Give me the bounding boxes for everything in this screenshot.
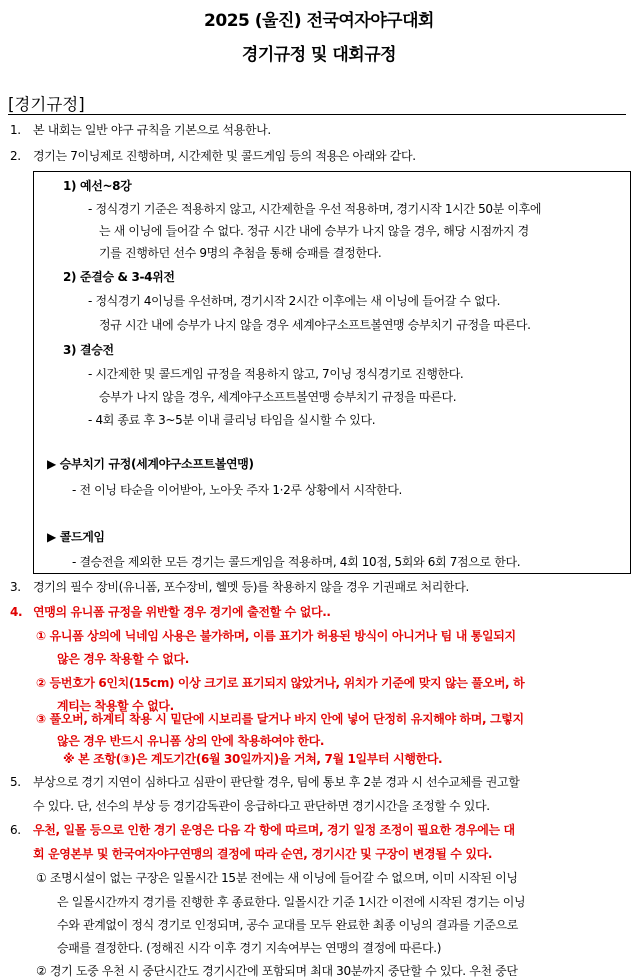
page-subtitle: 경기규정 및 대회규정 [241, 45, 397, 65]
rule-4-note: ※ 본 조항(③)은 계도기간(6월 30일까지)을 거쳐, 7월 1일부터 시행한다. [63, 752, 443, 766]
rule-4-item-1-line-2: 않은 경우 착용할 수 없다. [57, 652, 189, 666]
box-section-1-line-2: 는 새 이닝에 들어갈 수 없다. 정규 시간 내에 승부가 나지 않을 경우, 해당 시점까지 경 [99, 224, 529, 238]
called-game-title: ▶ 콜드게임 [47, 530, 105, 544]
rule-4-number: 4. [10, 605, 23, 619]
section-heading: [경기규정] [8, 95, 85, 114]
box-section-3-line-2: 승부가 나지 않을 경우, 세계야구소프트볼연맹 승부치기 규정을 따른다. [99, 390, 457, 404]
page-title: 2025 (울진) 전국여자야구대회 [204, 11, 434, 31]
rule-6-item-1-line-2: 은 일몰시간까지 경기를 진행한 후 종료한다. 일몰시간 기준 1시간 이전에 시작된 경기는 이닝 [57, 895, 526, 909]
box-section-1-line-1: - 정식경기 기준은 적용하지 않고, 시간제한을 우선 적용하며, 경기시작 1시간 50분 이후에 [88, 202, 542, 216]
rule-6-item-1-line-4: 승패를 결정한다. (정해진 시각 이후 경기 지속여부는 연맹의 결정에 따른다.) [57, 941, 442, 955]
rule-4-text: 연맹의 유니폼 규정을 위반할 경우 경기에 출전할 수 없다.. [33, 605, 331, 619]
rule-3-text: 경기의 필수 장비(유니폼, 포수장비, 헬멧 등)를 착용하지 않을 경우 기권패로 처리한다. [33, 580, 469, 594]
rule-5-line-1: 부상으로 경기 지연이 심하다고 심판이 판단할 경우, 팀에 통보 후 2분 경과 시 선수교체를 권고할 [33, 775, 520, 789]
rule-4-item-3-line-1: ③ 풀오버, 하계티 착용 시 밑단에 시보리를 달거나 바지 안에 넣어 단정히 유지해야 하며, 그렇지 [36, 712, 524, 726]
rule-5-line-2: 수 있다. 단, 선수의 부상 등 경기감독관이 응급하다고 판단하면 경기시간을 조정할 수 있다. [33, 799, 490, 813]
rule-6-item-1-line-1: ① 조명시설이 없는 구장은 일몰시간 15분 전에는 새 이닝에 들어갈 수 없으며, 이미 시작된 이닝 [36, 871, 518, 885]
rule-6-line-2: 회 운영본부 및 한국여자야구연맹의 결정에 따라 순연, 경기시간 및 구장이 변경될 수 있다. [33, 847, 493, 861]
rule-4-item-2-line-2: 계티는 착용할 수 없다. [57, 699, 174, 713]
box-section-2-title: 2) 준결승 & 3-4위전 [63, 270, 175, 284]
box-section-2-line-1: - 정식경기 4이닝를 우선하며, 경기시작 2시간 이후에는 새 이닝에 들어갈 수 없다. [88, 294, 501, 308]
rule-6-line-1: 우천, 일몰 등으로 인한 경기 운영은 다음 각 항에 따르며, 경기 일정 조정이 필요한 경우에는 대 [33, 823, 515, 837]
rule-2-text: 경기는 7이닝제로 진행하며, 시간제한 및 콜드게임 등의 적용은 아래와 같다. [33, 149, 416, 163]
tiebreak-title: ▶ 승부치기 규정(세계야구소프트볼연맹) [47, 457, 254, 471]
box-section-2-line-2: 정규 시간 내에 승부가 나지 않을 경우 세계야구소프트볼연맹 승부치기 규정을 따른다. [99, 318, 531, 332]
rule-4-item-3-line-2: 않은 경우 반드시 유니폼 상의 안에 착용하여야 한다. [57, 734, 325, 748]
box-section-1-title: 1) 예선~8강 [63, 179, 132, 193]
rule-1-text: 본 내회는 일반 야구 규칙을 기본으로 석용한나. [33, 123, 271, 137]
rule-6-number: 6. [10, 823, 21, 837]
rule-1-number: 1. [10, 123, 21, 137]
tiebreak-line-1: - 전 이닝 타순을 이어받아, 노아웃 주자 1·2루 상황에서 시작한다. [72, 483, 402, 497]
rule-5-number: 5. [10, 775, 21, 789]
rule-6-item-2-line-1: ② 경기 도중 우천 시 중단시간도 경기시간에 포함되며 최대 30분까지 중단할 수 있다. 우천 중단 [36, 964, 518, 978]
rule-3-number: 3. [10, 580, 21, 594]
box-section-1-line-3: 기를 진행하던 선수 9명의 추첨을 통해 승패를 결정한다. [99, 246, 382, 260]
box-section-3-line-1: - 시간제한 및 콜드게임 규정을 적용하지 않고, 7이닝 정식경기로 진행한다. [88, 367, 464, 381]
box-section-3-title: 3) 결승전 [63, 343, 114, 357]
called-game-line-1: - 결승전을 제외한 모든 경기는 콜드게임을 적용하며, 4회 10점, 5회와 6회 7점으로 한다. [72, 555, 521, 569]
section-divider [8, 114, 626, 115]
rule-4-item-2-line-1: ② 등번호가 6인치(15cm) 이상 크기로 표기되지 않았거나, 위치가 기준에 맞지 않는 풀오버, 하 [36, 676, 525, 690]
rule-4-item-1-line-1: ① 유니폼 상의에 닉네임 사용은 불가하며, 이름 표기가 허용된 방식이 아니거나 팀 내 통일되지 [36, 629, 516, 643]
rule-6-item-1-line-3: 수와 관계없이 정식 경기로 인정되며, 공수 교대를 모두 완료한 최종 이닝의 결과를 기준으로 [57, 918, 518, 932]
rule-2-number: 2. [10, 149, 21, 163]
box-section-3-line-3: - 4회 종료 후 3~5분 이내 클리닝 타임을 실시할 수 있다. [88, 413, 376, 427]
